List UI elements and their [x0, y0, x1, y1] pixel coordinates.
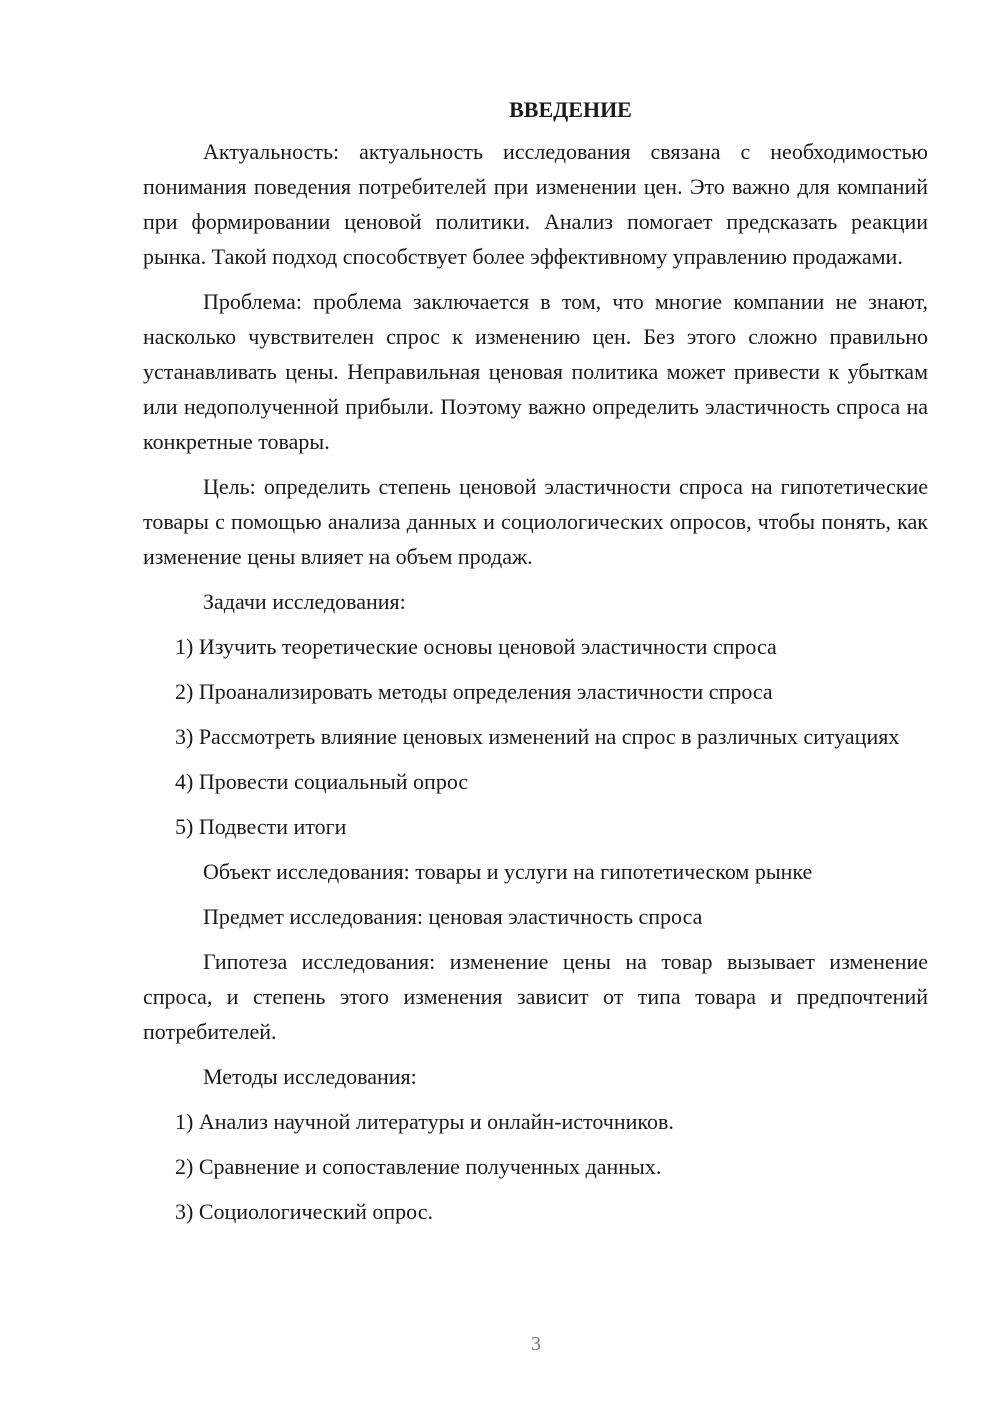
- relevance-paragraph: Актуальность: актуальность исследования связана с необходимостью понимания поведения потребителей при изменении цен. Это важно для компаний при формировании ценовой политики. Анализ помогает предсказать реакции рынка. Такой подход способствует более эффективному управлению продажами.: [143, 139, 928, 269]
- methods-heading: Методы исследования:: [203, 1064, 417, 1089]
- task-item: 1) Изучить теоретические основы ценовой эластичности спроса: [175, 634, 777, 659]
- page-number: 3: [531, 1333, 541, 1355]
- page-title: ВВЕДЕНИЕ: [509, 97, 632, 122]
- document-body: [143, 92, 928, 1239]
- task-item: 4) Провести социальный опрос: [175, 769, 469, 794]
- subject-line: Предмет исследования: ценовая эластичность спроса: [203, 904, 703, 929]
- task-item: 3) Рассмотреть влияние ценовых изменений на спрос в различных ситуациях: [175, 724, 900, 749]
- hypothesis-paragraph: Гипотеза исследования: изменение цены на товар вызывает изменение спроса, и степень этого изменения зависит от типа товара и предпочтений потребителей.: [143, 949, 928, 1044]
- tasks-heading: Задачи исследования:: [203, 589, 406, 614]
- method-item: 2) Сравнение и сопоставление полученных данных.: [175, 1154, 662, 1179]
- problem-paragraph: Проблема: проблема заключается в том, что многие компании не знают, насколько чувствителен спрос к изменению цен. Без этого сложно правильно устанавливать цены. Неправильная ценовая политика может привести к убыткам или недополученной прибыли. Поэтому важно определить эластичность спроса на конкретные товары.: [143, 289, 928, 454]
- object-line: Объект исследования: товары и услуги на гипотетическом рынке: [203, 859, 813, 884]
- method-item: 1) Анализ научной литературы и онлайн-источников.: [175, 1109, 674, 1134]
- method-item: 3) Социологический опрос.: [175, 1199, 433, 1224]
- goal-paragraph: Цель: определить степень ценовой эластичности спроса на гипотетические товары с помощью анализа данных и социологических опросов, чтобы понять, как изменение цены влияет на объем продаж.: [143, 474, 928, 569]
- task-item: 2) Проанализировать методы определения эластичности спроса: [175, 679, 773, 704]
- task-item: 5) Подвести итоги: [175, 814, 347, 839]
